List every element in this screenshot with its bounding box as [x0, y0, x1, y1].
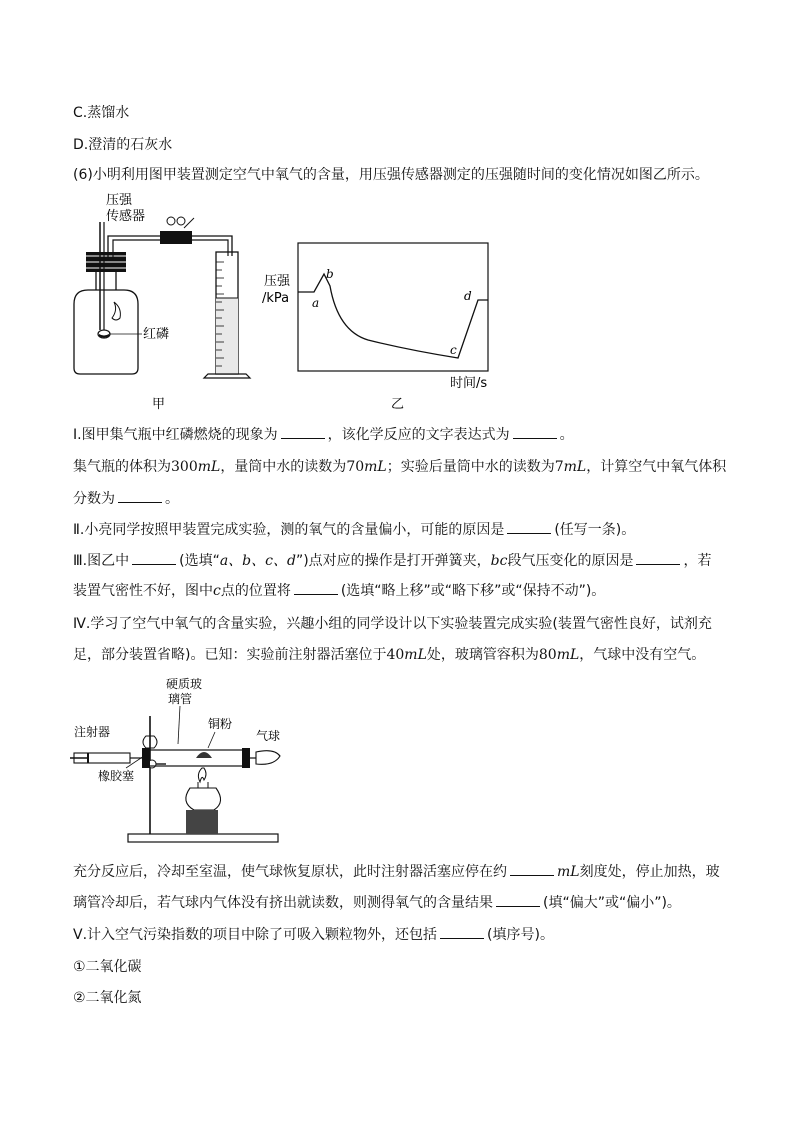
- gas-collecting-bottle: [74, 290, 138, 374]
- tube-label-1: 硬质玻: [166, 677, 203, 691]
- part-4-line-3: 充分反应后，冷却至室温，使气球恢复原状，此时注射器活塞应停在约 mL刻度处，停止加热，玻: [73, 864, 720, 880]
- figure-jia-label: 甲: [152, 397, 166, 412]
- iron-stand-base: [128, 834, 278, 842]
- answer-blank[interactable]: [440, 925, 484, 939]
- point-c: c: [450, 343, 457, 357]
- syringe-label: 注射器: [74, 725, 111, 739]
- tube-label-2: 璃管: [168, 692, 193, 706]
- point-b: b: [326, 267, 334, 281]
- spring-clamp: [167, 217, 175, 225]
- part-3-line-1: Ⅲ.图乙中 (选填“a、b、c、d”)点对应的操作是打开弹簧夹，bc段气压变化的原因是 ，若: [73, 553, 712, 569]
- part-5: Ⅴ.计入空气污染指数的项目中除了可吸入颗粒物外，还包括 (填序号)。: [73, 927, 554, 943]
- sensor-label-1: 压强: [106, 193, 133, 208]
- balloon-shape: [256, 751, 280, 765]
- option-d: D.澄清的石灰水: [73, 137, 173, 153]
- sensor-label-2: 传感器: [106, 209, 146, 224]
- answer-blank[interactable]: [281, 425, 325, 439]
- y-axis-label-2: /kPa: [262, 291, 290, 306]
- stopper-label: 橡胶塞: [98, 769, 135, 783]
- figure-yi-label: 乙: [391, 397, 405, 412]
- figure-yi: [258, 236, 508, 414]
- option-c: C.蒸馏水: [73, 105, 130, 121]
- answer-blank[interactable]: [513, 425, 557, 439]
- answer-blank[interactable]: [294, 581, 338, 595]
- answer-blank[interactable]: [118, 489, 162, 503]
- option-2: ②二氧化氮: [73, 990, 142, 1006]
- option-1: ①二氧化碳: [73, 959, 142, 975]
- part-1-line-1: Ⅰ.图甲集气瓶中红磷燃烧的现象为 ，该化学反应的文字表达式为 。: [73, 427, 574, 443]
- red-phosphorus-label: 红磷: [143, 327, 170, 342]
- part-4-line-1: Ⅳ.学习了空气中氧气的含量实验，兴趣小组的同学设计以下实验装置完成实验(装置气密性良好，试剂充: [73, 616, 712, 632]
- lamp-stand: [186, 810, 218, 834]
- y-axis-label-1: 压强: [264, 274, 291, 289]
- copper-label: 铜粉: [208, 717, 233, 731]
- rubber-stopper-left: [142, 748, 150, 768]
- answer-blank[interactable]: [132, 551, 176, 565]
- part-2: Ⅱ.小亮同学按照甲装置完成实验，测的氧气的含量偏小，可能的原因是 (任写一条)。: [73, 522, 636, 538]
- syringe: [70, 753, 142, 763]
- graduated-cylinder: [204, 252, 250, 378]
- pressure-curve: [298, 274, 488, 358]
- part-1-line-2: 集气瓶的体积为300mL，量筒中水的读数为70mL；实验后量筒中水的读数为7mL，计算空气中氧气体积: [73, 459, 727, 475]
- answer-blank[interactable]: [507, 520, 551, 534]
- flame-icon: [112, 302, 120, 320]
- part-4-line-4: 璃管冷却后，若气球内气体没有挤出就读数，则测得氧气的含量结果 (填“偏大”或“偏小”)。: [73, 895, 681, 911]
- rubber-tube-clamp: [160, 231, 192, 244]
- figure-apparatus: [70, 670, 290, 850]
- part-3-line-2: 装置气密性不好，图中c点的位置将 (选填“略上移”或“略下移”或“保持不动”)。: [73, 583, 606, 599]
- x-axis-label: 时间/s: [450, 376, 488, 391]
- answer-blank[interactable]: [636, 551, 680, 565]
- answer-blank[interactable]: [496, 893, 540, 907]
- alcohol-lamp: [186, 788, 221, 810]
- rubber-stopper-right: [242, 748, 250, 768]
- part-4-line-2: 足，部分装置省略)。已知：实验前注射器活塞位于40mL处，玻璃管容积为80mL，气球中没有空气。: [73, 647, 706, 663]
- point-d: d: [464, 289, 472, 303]
- answer-blank[interactable]: [510, 862, 554, 876]
- balloon-label: 气球: [256, 729, 281, 743]
- flame-icon: [198, 768, 206, 782]
- part-1-line-3: 分数为 。: [73, 491, 179, 507]
- figure-jia: [68, 190, 268, 415]
- question-6-intro: (6)小明利用图甲装置测定空气中氧气的含量，用压强传感器测定的压强随时间的变化情况如图乙所示。: [73, 167, 709, 183]
- point-a: a: [312, 296, 320, 310]
- copper-powder: [196, 752, 212, 758]
